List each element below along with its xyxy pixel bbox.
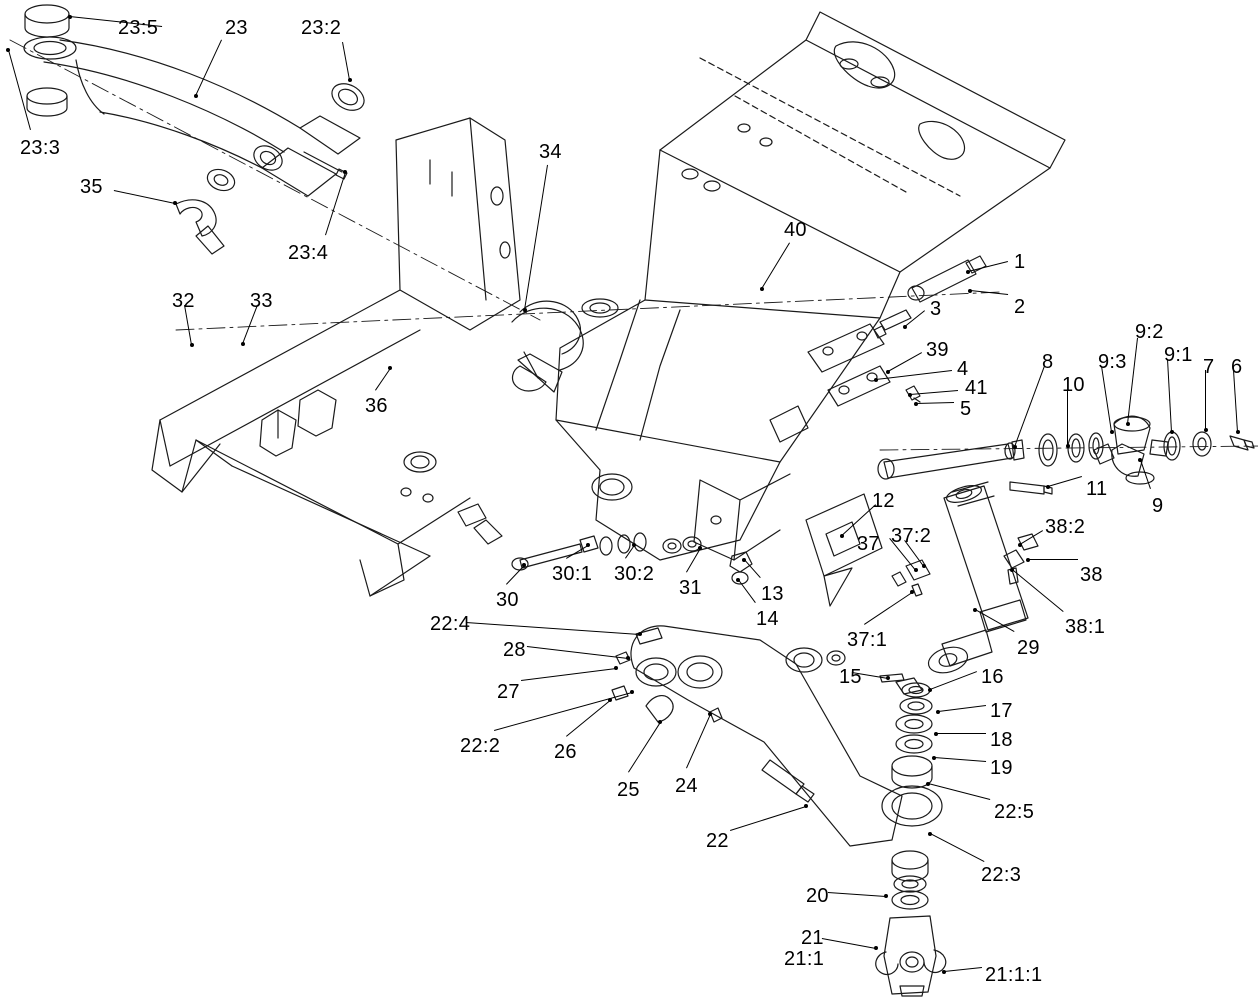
callout-9-2: 9:2 [1135,321,1164,343]
leader-endpoint [173,201,177,205]
callout-7: 7 [1203,356,1215,378]
leader-endpoint [942,970,946,974]
washers-31 [663,537,701,553]
callout-17: 17 [990,700,1013,722]
leader-endpoint [886,676,890,680]
callout-13: 13 [761,583,784,605]
leader-endpoint [348,78,352,82]
callout-20: 20 [806,885,829,907]
leader-endpoint [626,656,630,660]
callout-3: 3 [930,298,942,320]
leader-endpoint [973,608,977,612]
callout-24: 24 [675,775,698,797]
leader-endpoint [1170,430,1174,434]
callout-23-5: 23:5 [118,17,159,39]
leader-endpoint [190,343,194,347]
leader-endpoint [614,666,618,670]
callout-30: 30 [496,589,519,611]
callout-23-4: 23:4 [288,242,329,264]
spindle-stack-20-21 [876,851,946,996]
shock-absorber-29 [925,482,1028,677]
leader-endpoint [928,832,932,836]
chassis-frame [152,12,1065,599]
leader-endpoint [68,15,72,19]
leader-endpoint [760,287,764,291]
lever-34-36 [512,301,583,392]
callout-22: 22 [706,830,729,852]
callout-4: 4 [957,358,969,380]
callout-30-1: 30:1 [552,563,593,585]
callout-36: 36 [365,395,388,417]
callout-28: 28 [503,639,526,661]
leader-endpoint [932,756,936,760]
leader-endpoint [630,690,634,694]
leader-endpoint [908,393,912,397]
leader-endpoint [1026,558,1030,562]
callout-18: 18 [990,729,1013,751]
leader-line [936,733,986,734]
leader-endpoint [1066,444,1070,448]
callout-16: 16 [981,666,1004,688]
callout-22-4: 22:4 [430,613,471,635]
leader-endpoint [874,378,878,382]
callout-23: 23 [225,17,248,39]
leader-endpoint [742,558,746,562]
callout-19: 19 [990,757,1013,779]
callout-39: 39 [926,339,949,361]
leader-endpoint [708,712,712,716]
callout-33: 33 [250,290,273,312]
callout-37-2: 37:2 [891,525,932,547]
leader-endpoint [523,308,527,312]
leader-endpoint [522,563,526,567]
leader-endpoint [608,698,612,702]
leader-endpoint [910,590,914,594]
callout-21-1: 21:1 [784,948,825,970]
callout-23-3: 23:3 [20,137,61,159]
bracket-35 [176,200,224,254]
drive-shaft-8 [878,433,1103,494]
callout-8: 8 [1042,351,1054,373]
callout-14: 14 [756,608,779,630]
leader-endpoint [1010,568,1014,572]
callout-1: 1 [1014,251,1026,273]
callout-27: 27 [497,681,520,703]
leader-endpoint [698,546,702,550]
lower-control-arm-22 [612,626,942,846]
callout-25: 25 [617,779,640,801]
leader-endpoint [1138,458,1142,462]
callout-9-1: 9:1 [1164,344,1193,366]
leader-endpoint [1046,485,1050,489]
leader-endpoint [914,402,918,406]
callout-30-2: 30:2 [614,563,655,585]
callout-26: 26 [554,741,577,763]
leader-endpoint [926,782,930,786]
leader-endpoint [241,342,245,346]
callout-2: 2 [1014,296,1026,318]
callout-35: 35 [80,176,103,198]
callout-34: 34 [539,141,562,163]
leader-endpoint [388,366,392,370]
leader-line [1067,389,1068,446]
callout-23-2: 23:2 [301,17,342,39]
callout-6: 6 [1231,356,1243,378]
callout-38-2: 38:2 [1045,516,1086,538]
leader-endpoint [804,804,808,808]
callout-38-1: 38:1 [1065,616,1106,638]
callout-21: 21 [801,927,824,949]
leader-endpoint [903,325,907,329]
universal-joint-9 [1094,416,1254,484]
leader-line [1205,370,1206,430]
leader-endpoint [1236,430,1240,434]
callout-40: 40 [784,219,807,241]
callout-9: 9 [1152,495,1164,517]
leader-endpoint [968,289,972,293]
leader-endpoint [1110,430,1114,434]
leader-endpoint [1126,422,1130,426]
leader-endpoint [736,578,740,582]
callout-12: 12 [872,490,895,512]
callout-37-1: 37:1 [847,629,888,651]
callout-37: 37 [857,533,880,555]
callout-5: 5 [960,398,972,420]
leader-endpoint [343,170,347,174]
leader-endpoint [638,632,642,636]
leader-endpoint [194,94,198,98]
leader-endpoint [658,720,662,724]
callout-22-5: 22:5 [994,801,1035,823]
leader-endpoint [840,534,844,538]
leader-endpoint [1204,428,1208,432]
leader-endpoint [966,270,970,274]
leader-endpoint [934,732,938,736]
callout-22-3: 22:3 [981,864,1022,886]
leader-endpoint [914,568,918,572]
callout-10: 10 [1062,374,1085,396]
callout-22-2: 22:2 [460,735,501,757]
leader-endpoint [922,564,926,568]
nut-13-14 [730,552,752,584]
leader-endpoint [886,370,890,374]
callout-32: 32 [172,290,195,312]
plates-39-41 [808,324,920,406]
callout-9-3: 9:3 [1098,351,1127,373]
callout-11: 11 [1086,478,1108,500]
leader-line [1028,559,1078,560]
leader-endpoint [936,710,940,714]
leader-endpoint [632,543,636,547]
leader-endpoint [928,688,932,692]
callout-31: 31 [679,577,702,599]
leader-endpoint [874,946,878,950]
callout-38: 38 [1080,564,1103,586]
callout-15: 15 [839,666,862,688]
leader-endpoint [586,543,590,547]
callout-29: 29 [1017,637,1040,659]
ball-joint-stack [880,674,932,788]
leader-endpoint [1013,445,1017,449]
leader-endpoint [1018,543,1022,547]
leader-endpoint [884,894,888,898]
callout-41: 41 [965,377,988,399]
leader-endpoint [6,48,10,52]
callout-21-1-1: 21:1:1 [985,964,1043,986]
